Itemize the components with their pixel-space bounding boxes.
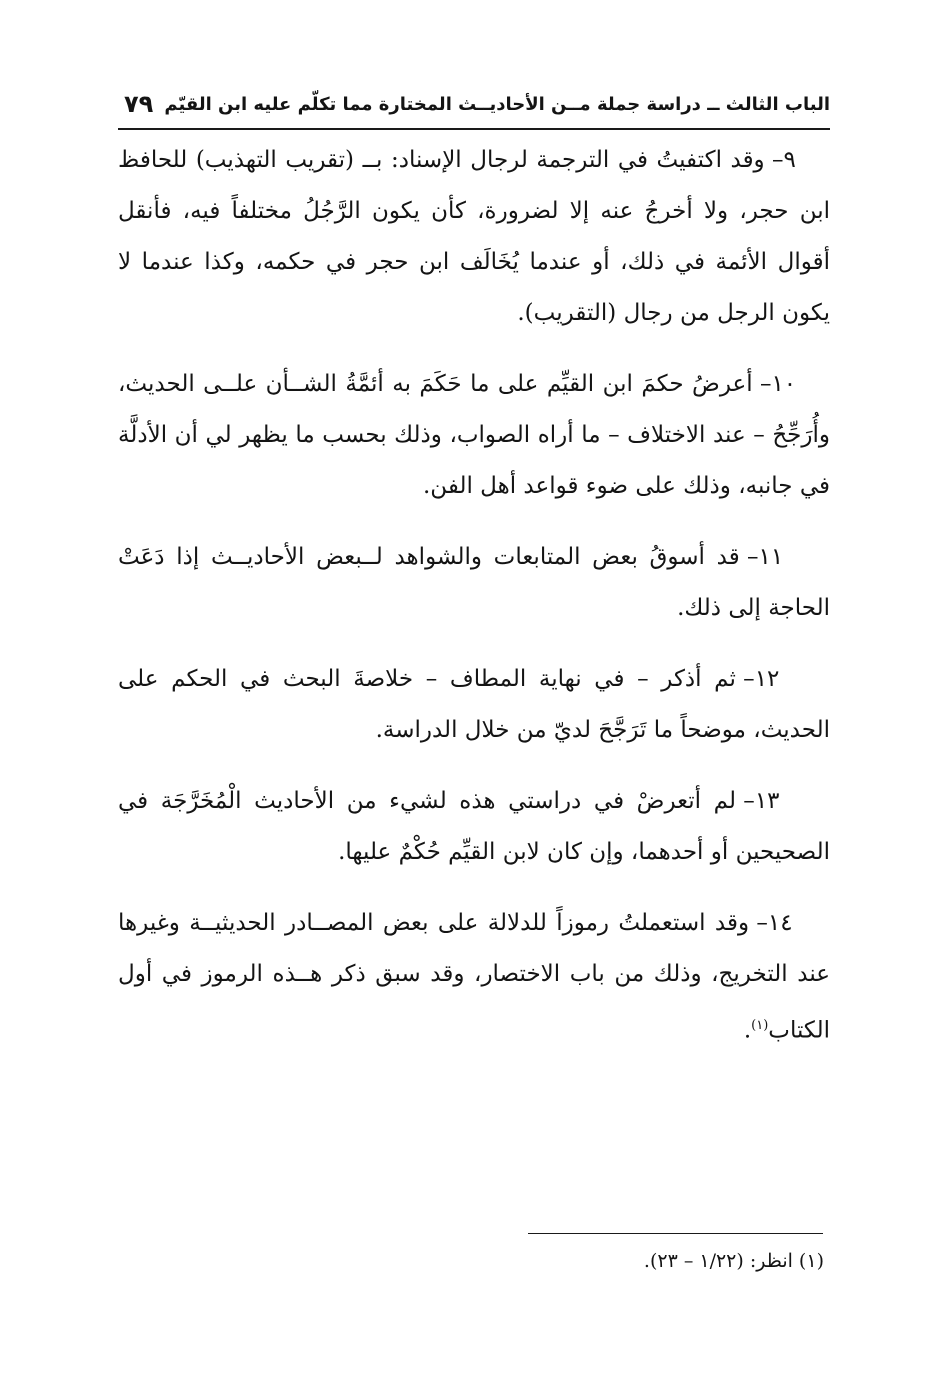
- footnote-separator: [528, 1233, 823, 1234]
- paragraph-text: – لم أتعرضْ في دراستي هذه لشيء من الأحاديث الْمُخَرَّجَة في الصحيحين أو أحدهما، وإن كان لابن القيِّم حُكْمٌ عليها.: [118, 788, 830, 865]
- paragraph-9: [118, 135, 830, 339]
- paragraph-number: ١٢: [754, 666, 780, 692]
- paragraph-tail: .: [743, 1017, 752, 1044]
- page-number: ٧٩: [124, 90, 154, 118]
- running-title: الباب الثالث ــ دراسة جملة مــن الأحاديــث المختارة مما تكلّم عليه ابن القيّم: [164, 94, 830, 115]
- paragraph-number: ١٠: [771, 371, 797, 397]
- page-header: [118, 88, 830, 130]
- paragraph-11: [118, 532, 830, 634]
- paragraph-text: – وقد استعملتُ رموزاً للدلالة على بعض المصــادر الحديثيــة وغيرها عند التخريج، وذلك من باب الاختصار، وقد سبق ذكر هــذه الرموز في أول الكتاب: [118, 910, 830, 1044]
- paragraph-text: – وقد اكتفيتُ في الترجمة لرجال الإسناد: بــ (تقريب التهذيب) للحافظ ابن حجر، ولا أخرجُ عنه إلا لضرورة، كأن يكون الرَّجُلُ مختلفاً فيه، فأنقل أقوال الأئمة في ذلك، أو عندما يُخَالَف ابن حجر في حكمه، وكذا عندما لا يكون الرجل من رجال (التقريب).: [118, 147, 830, 326]
- paragraph-number: ٩: [783, 147, 796, 173]
- paragraph-number: ١٤: [767, 910, 793, 936]
- paragraph-10: [118, 359, 830, 512]
- paragraph-number: ١٣: [754, 788, 780, 814]
- footnote: (١) انظر: (١/٢٢ – ٢٣).: [643, 1250, 824, 1272]
- paragraph-12: [118, 654, 830, 756]
- paragraph-text: – ثم أذكر – في نهاية المطاف – خلاصةَ البحث في الحكم على الحديث، موضحاً ما تَرَجَّحَ لديّ من خلال الدراسة.: [118, 666, 830, 743]
- paragraph-number: ١١: [758, 544, 784, 570]
- paragraph-13: [118, 776, 830, 878]
- paragraph-text: – أعرضُ حكمَ ابن القيِّم على ما حَكَمَ به أئمَّةُ الشــأن علــى الحديث، وأُرَجِّحُ – عند الاختلاف – ما أراه الصواب، وذلك بحسب ما يظهر لي أن الأدلَّة في جانبه، وذلك على ضوء قواعد أهل الفن.: [118, 371, 830, 499]
- footnote-reference[interactable]: (١): [751, 1018, 769, 1033]
- paragraph-text: – قد أسوقُ بعض المتابعات والشواهد لــبعض الأحاديــث إذا دَعَتْ الحاجة إلى ذلك.: [118, 544, 830, 621]
- main-text: [118, 135, 830, 1077]
- paragraph-14: [118, 898, 830, 1057]
